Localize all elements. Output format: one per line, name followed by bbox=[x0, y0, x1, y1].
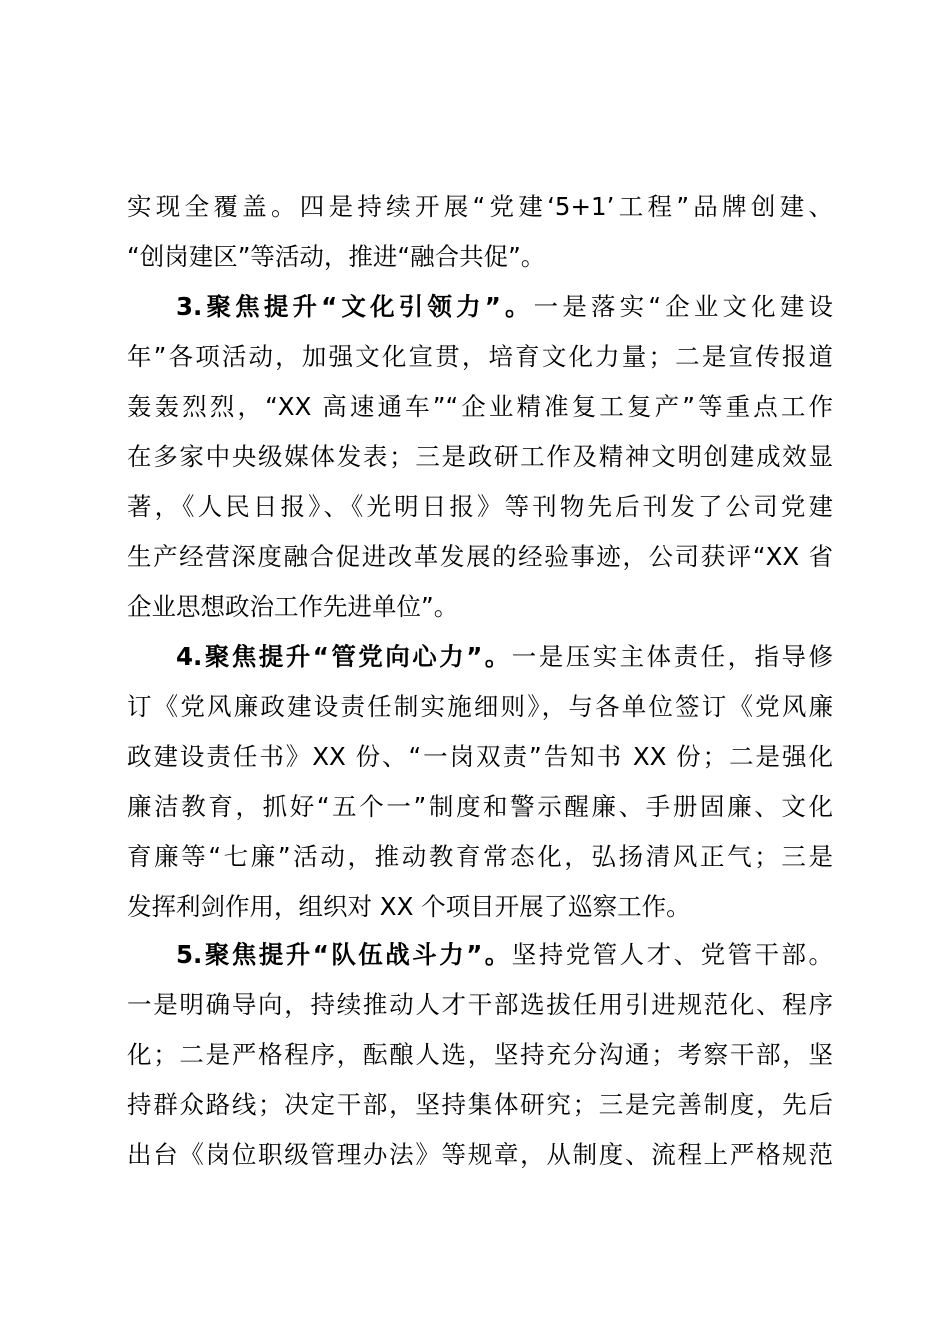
paragraph-line bbox=[127, 882, 833, 932]
section-heading: 5.聚焦提升“队伍战斗力”。 bbox=[176, 940, 512, 969]
line-text: 一是明确导向，持续推动人才干部选拔任用引进规范化、程序 bbox=[127, 990, 833, 1019]
line-text: 出台《岗位职级管理办法》等规章，从制度、流程上严格规范 bbox=[127, 1140, 833, 1169]
line-text: 育廉等“七廉”活动，推动教育常态化，弘扬清风正气；三是 bbox=[127, 842, 833, 871]
line-text: 一是落实“企业文化建设 bbox=[533, 292, 833, 321]
paragraph-line bbox=[127, 382, 833, 432]
line-text: 年”各项活动，加强文化宣贯，培育文化力量；二是宣传报道 bbox=[127, 342, 833, 371]
paragraph-line bbox=[127, 832, 833, 882]
paragraph-line bbox=[127, 532, 833, 582]
paragraph-line bbox=[127, 782, 833, 832]
line-text: “创岗建区”等活动，推进“融合共促”。 bbox=[127, 242, 546, 271]
line-text: 持群众路线；决定干部，坚持集体研究；三是完善制度，先后 bbox=[127, 1090, 833, 1119]
line-text: 著，《人民日报》、《光明日报》等刊物先后刊发了公司党建 bbox=[127, 492, 833, 521]
section-heading-line bbox=[176, 282, 833, 332]
line-text: 政建设责任书》XX 份、“一岗双责”告知书 XX 份；二是强化 bbox=[127, 742, 833, 771]
paragraph-line bbox=[127, 980, 833, 1030]
line-text: 一是压实主体责任，指导修 bbox=[511, 642, 834, 671]
section-heading: 4.聚焦提升“管党向心力”。 bbox=[176, 642, 512, 671]
section-heading-line bbox=[176, 632, 833, 682]
paragraph-line bbox=[127, 332, 833, 382]
paragraph-line bbox=[127, 482, 833, 532]
paragraph-line bbox=[127, 432, 833, 482]
section-heading-line bbox=[176, 930, 833, 980]
line-text: 实现全覆盖。四是持续开展“党建‘5+1’工程”品牌创建、 bbox=[127, 192, 833, 221]
line-text: 廉洁教育，抓好“五个一”制度和警示醒廉、手册固廉、文化 bbox=[127, 792, 833, 821]
line-text: 轰轰烈烈，“XX 高速通车”“企业精准复工复产”等重点工作 bbox=[127, 392, 833, 421]
line-text: 发挥利剑作用，组织对 XX 个项目开展了巡察工作。 bbox=[127, 892, 691, 921]
line-text: 企业思想政治工作先进单位”。 bbox=[127, 592, 459, 621]
paragraph-line bbox=[127, 232, 833, 282]
paragraph-line bbox=[127, 732, 833, 782]
paragraph-line bbox=[127, 682, 833, 732]
paragraph-line bbox=[127, 1080, 833, 1130]
section-heading: 3.聚焦提升“文化引领力”。 bbox=[176, 292, 534, 321]
line-text: 在多家中央级媒体发表；三是政研工作及精神文明创建成效显 bbox=[127, 442, 833, 471]
paragraph-line bbox=[127, 182, 833, 232]
line-text: 订《党风廉政建设责任制实施细则》，与各单位签订《党风廉 bbox=[127, 692, 833, 721]
line-text: 化；二是严格程序，酝酿人选，坚持充分沟通；考察干部，坚 bbox=[127, 1040, 833, 1069]
line-text: 坚持党管人才、党管干部。 bbox=[511, 940, 834, 969]
line-text: 生产经营深度融合促进改革发展的经验事迹，公司获评“XX 省 bbox=[127, 542, 833, 571]
paragraph-line bbox=[127, 582, 833, 632]
paragraph-line bbox=[127, 1130, 833, 1180]
paragraph-line bbox=[127, 1030, 833, 1080]
